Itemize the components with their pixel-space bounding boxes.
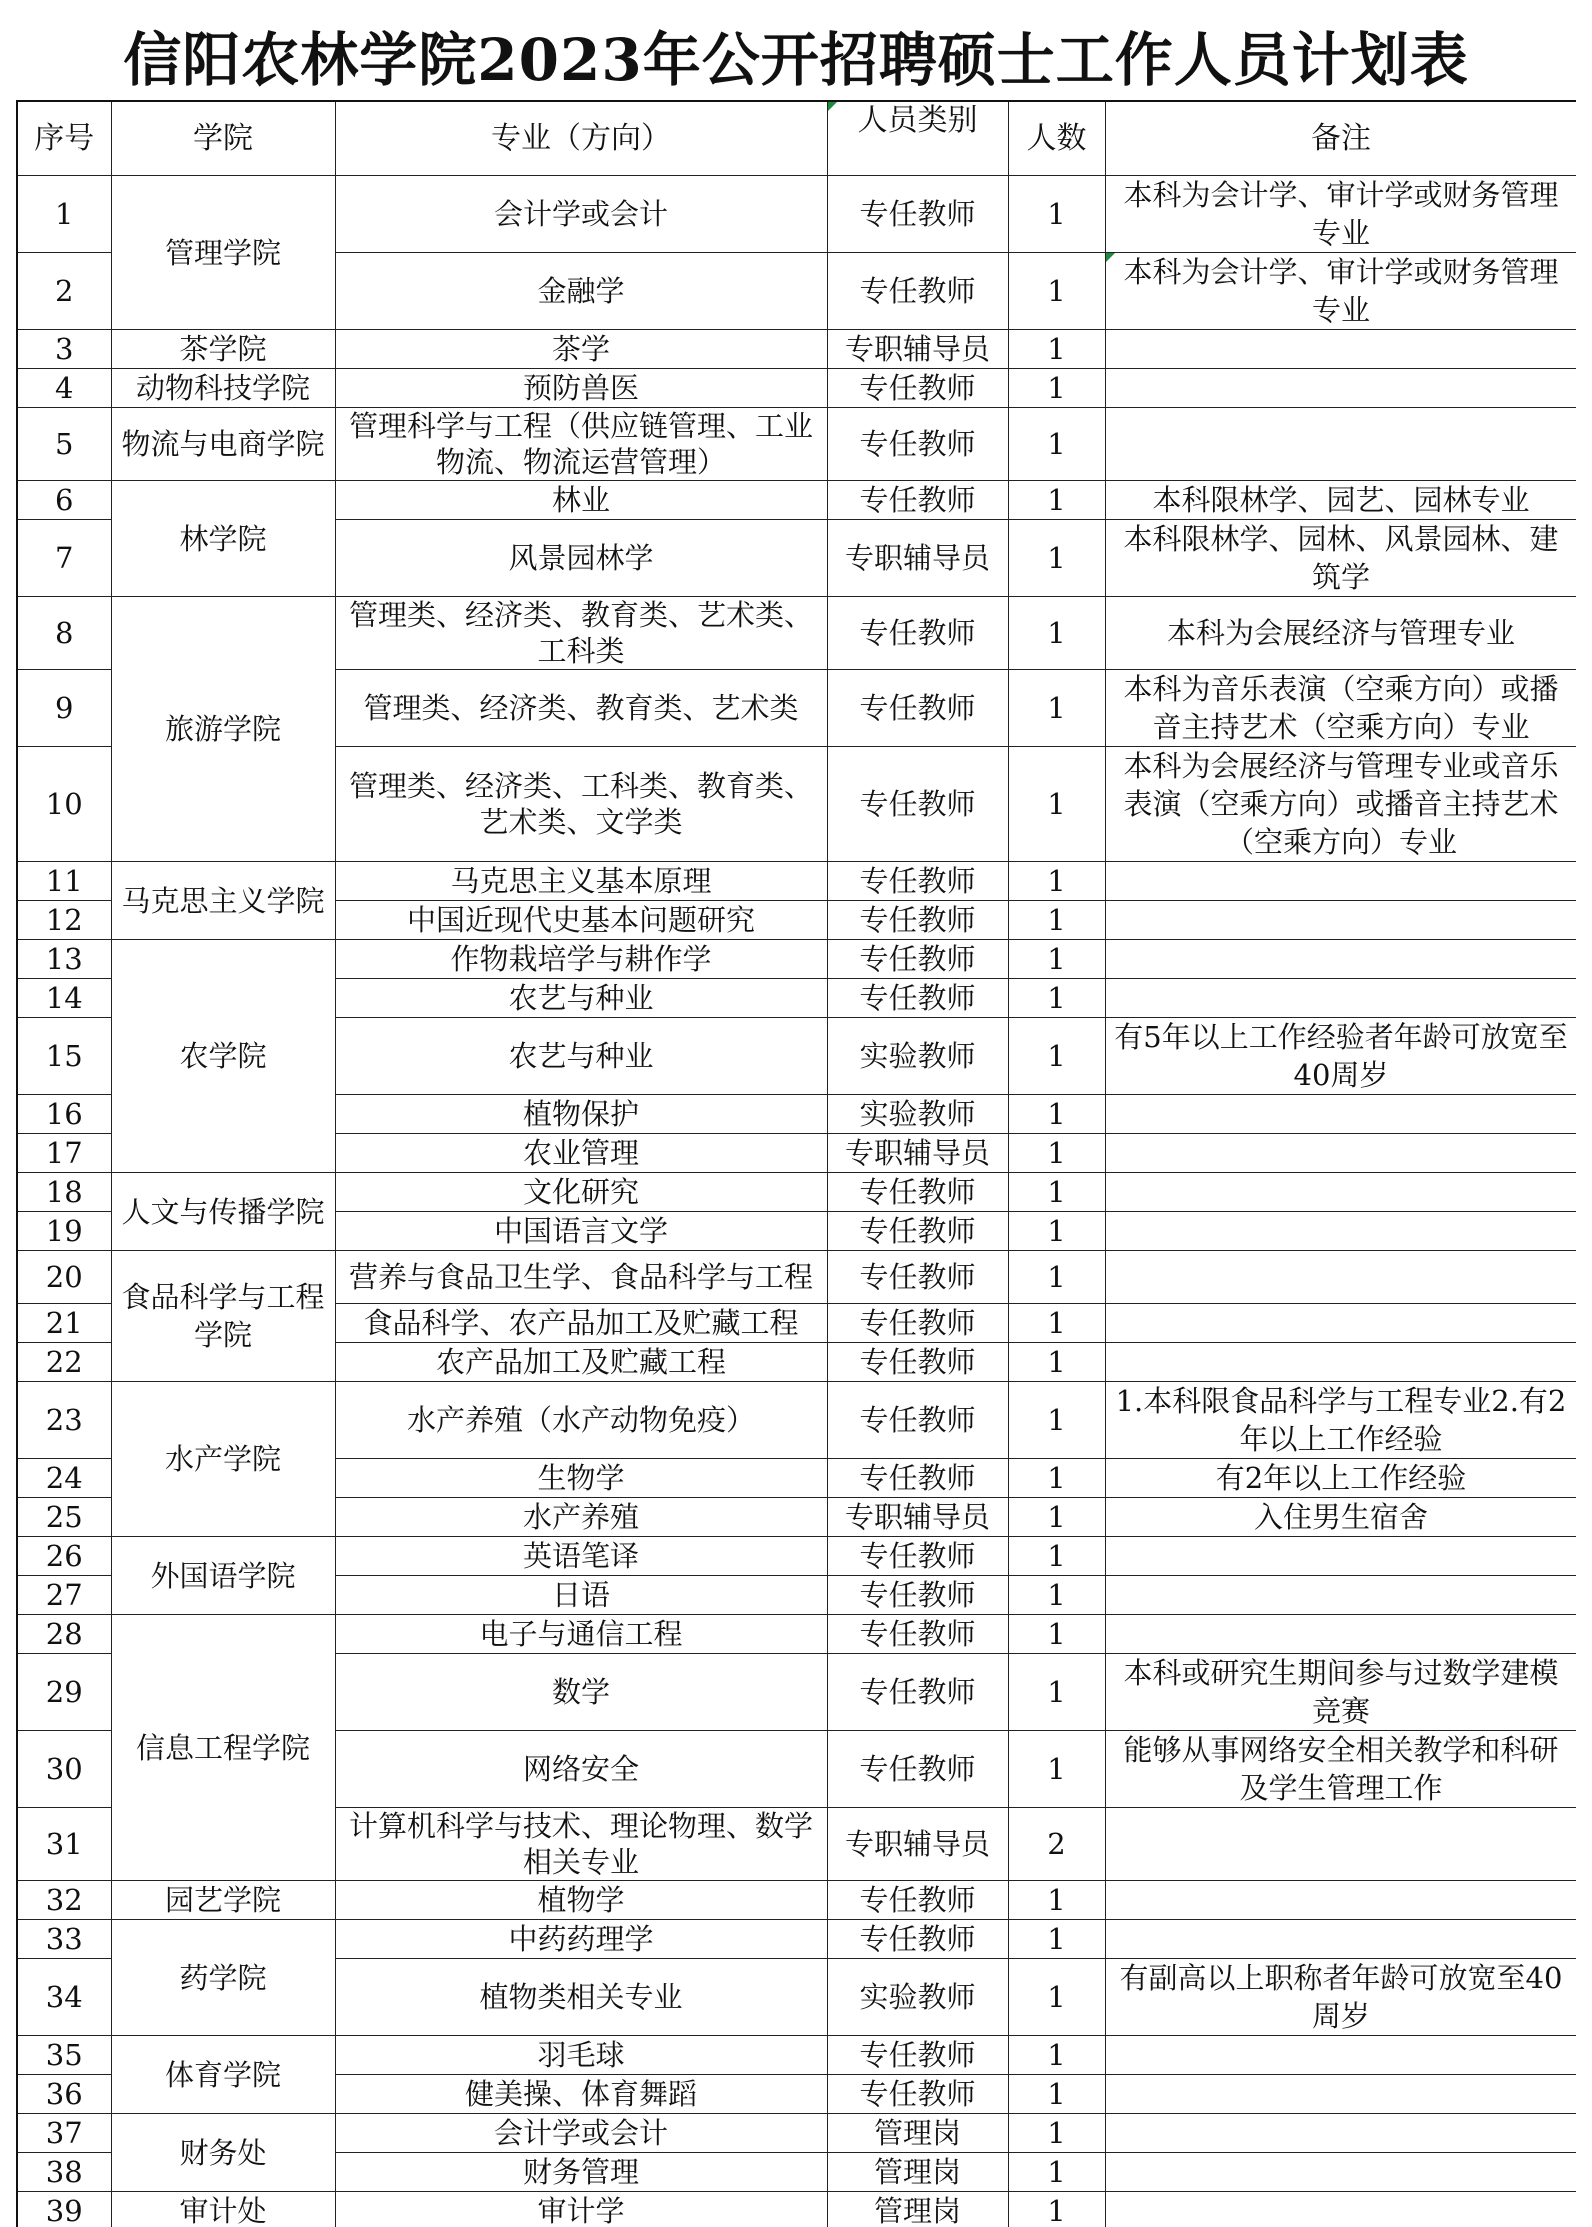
cell-major: 日语: [335, 1576, 827, 1615]
cell-note: [1105, 1134, 1576, 1173]
cell-category: 专任教师: [827, 2036, 1008, 2075]
cell-seq: 5: [17, 408, 111, 481]
cell-college: 财务处: [111, 2114, 335, 2192]
cell-major: 植物保护: [335, 1095, 827, 1134]
cell-category: 专任教师: [827, 597, 1008, 670]
cell-seq: 24: [17, 1459, 111, 1498]
cell-major: 会计学或会计: [335, 176, 827, 253]
cell-category: 专职辅导员: [827, 520, 1008, 597]
cell-college: 物流与电商学院: [111, 408, 335, 481]
page-title: 信阳农林学院2023年公开招聘硕士工作人员计划表: [123, 26, 1469, 94]
table-row: [17, 1251, 1576, 1304]
cell-note: 本科为会展经济与管理专业: [1105, 597, 1576, 670]
cell-note: 1.本科限食品科学与工程专业2.有2年以上工作经验: [1105, 1382, 1576, 1459]
cell-note: 能够从事网络安全相关教学和科研及学生管理工作: [1105, 1731, 1576, 1808]
cell-note: [1105, 1881, 1576, 1920]
cell-college: 水产学院: [111, 1382, 335, 1537]
cell-major: 风景园林学: [335, 520, 827, 597]
cell-count: 1: [1008, 1134, 1105, 1173]
cell-count: 1: [1008, 481, 1105, 520]
cell-category: 专任教师: [827, 481, 1008, 520]
cell-major: 网络安全: [335, 1731, 827, 1808]
cell-count: 1: [1008, 408, 1105, 481]
header-major: 专业（方向）: [335, 101, 827, 176]
cell-count: 1: [1008, 1095, 1105, 1134]
cell-count: 1: [1008, 2036, 1105, 2075]
cell-note: [1105, 2114, 1576, 2153]
cell-category: 专任教师: [827, 408, 1008, 481]
cell-major: 作物栽培学与耕作学: [335, 940, 827, 979]
cell-note: [1105, 2036, 1576, 2075]
cell-count: 1: [1008, 1173, 1105, 1212]
cell-category: 专任教师: [827, 1537, 1008, 1576]
table-row: [17, 2114, 1576, 2153]
cell-major: 金融学: [335, 253, 827, 330]
cell-note: [1105, 1173, 1576, 1212]
cell-seq: 37: [17, 2114, 111, 2153]
cell-count: 1: [1008, 2153, 1105, 2192]
table-row: [17, 1537, 1576, 1576]
cell-count: 1: [1008, 1654, 1105, 1731]
cell-category: 管理岗: [827, 2192, 1008, 2227]
table-row: [17, 1615, 1576, 1654]
table-header: [17, 101, 1576, 176]
table-row: [17, 1382, 1576, 1459]
cell-note: 有5年以上工作经验者年龄可放宽至40周岁: [1105, 1018, 1576, 1095]
cell-category: 专任教师: [827, 1459, 1008, 1498]
cell-note: [1105, 369, 1576, 408]
cell-note: [1105, 940, 1576, 979]
cell-note: [1105, 1304, 1576, 1343]
cell-major: 电子与通信工程: [335, 1615, 827, 1654]
cell-major: 英语笔译: [335, 1537, 827, 1576]
cell-note: 本科或研究生期间参与过数学建模竞赛: [1105, 1654, 1576, 1731]
header-college: 学院: [111, 101, 335, 176]
cell-count: 1: [1008, 597, 1105, 670]
cell-category: 专职辅导员: [827, 330, 1008, 369]
cell-major: 文化研究: [335, 1173, 827, 1212]
cell-count: 1: [1008, 1498, 1105, 1537]
table-row: [17, 597, 1576, 670]
header-seq: 序号: [17, 101, 111, 176]
table-row: [17, 1173, 1576, 1212]
cell-count: 1: [1008, 862, 1105, 901]
cell-count: 1: [1008, 176, 1105, 253]
cell-note: [1105, 1808, 1576, 1881]
cell-major: 植物学: [335, 1881, 827, 1920]
cell-note: [1105, 1615, 1576, 1654]
cell-count: 1: [1008, 330, 1105, 369]
header-note: 备注: [1105, 101, 1576, 176]
cell-note: 有副高以上职称者年龄可放宽至40周岁: [1105, 1959, 1576, 2036]
cell-category: 专任教师: [827, 176, 1008, 253]
cell-major: 林业: [335, 481, 827, 520]
cell-seq: 30: [17, 1731, 111, 1808]
cell-category: 专任教师: [827, 670, 1008, 747]
recruitment-plan-table: [16, 100, 1576, 2227]
cell-category: 专任教师: [827, 2075, 1008, 2114]
cell-category: 专任教师: [827, 901, 1008, 940]
cell-count: 1: [1008, 2192, 1105, 2227]
cell-count: 1: [1008, 369, 1105, 408]
cell-seq: 17: [17, 1134, 111, 1173]
cell-college: 外国语学院: [111, 1537, 335, 1615]
cell-note: [1105, 979, 1576, 1018]
cell-count: 1: [1008, 1537, 1105, 1576]
cell-category: 专任教师: [827, 253, 1008, 330]
cell-major: 管理类、经济类、工科类、教育类、艺术类、文学类: [335, 747, 827, 862]
cell-category: 专任教师: [827, 862, 1008, 901]
cell-seq: 22: [17, 1343, 111, 1382]
cell-note: [1105, 330, 1576, 369]
recruitment-plan-table-container: [16, 100, 1576, 2227]
cell-count: 1: [1008, 747, 1105, 862]
table-row: [17, 481, 1576, 520]
cell-major: 中国语言文学: [335, 1212, 827, 1251]
cell-category: 实验教师: [827, 1095, 1008, 1134]
header-row: [17, 101, 1576, 176]
cell-category: 专任教师: [827, 369, 1008, 408]
cell-major: 水产养殖（水产动物免疫）: [335, 1382, 827, 1459]
cell-major: 数学: [335, 1654, 827, 1731]
cell-category: 专任教师: [827, 1251, 1008, 1304]
cell-seq: 28: [17, 1615, 111, 1654]
cell-count: 2: [1008, 1808, 1105, 1881]
cell-seq: 7: [17, 520, 111, 597]
cell-note: 本科限林学、园艺、园林专业: [1105, 481, 1576, 520]
cell-seq: 6: [17, 481, 111, 520]
cell-category: 专任教师: [827, 1304, 1008, 1343]
cell-major: 健美操、体育舞蹈: [335, 2075, 827, 2114]
cell-seq: 19: [17, 1212, 111, 1251]
cell-category: 专任教师: [827, 1382, 1008, 1459]
cell-category: 管理岗: [827, 2114, 1008, 2153]
cell-category: 专任教师: [827, 1920, 1008, 1959]
cell-major: 农产品加工及贮藏工程: [335, 1343, 827, 1382]
cell-seq: 33: [17, 1920, 111, 1959]
table-row: [17, 330, 1576, 369]
cell-seq: 8: [17, 597, 111, 670]
cell-major: 会计学或会计: [335, 2114, 827, 2153]
cell-seq: 26: [17, 1537, 111, 1576]
cell-note: [1105, 1537, 1576, 1576]
cell-category: 专任教师: [827, 1731, 1008, 1808]
table-row: [17, 940, 1576, 979]
cell-category: 专任教师: [827, 940, 1008, 979]
cell-note: [1105, 1343, 1576, 1382]
cell-count: 1: [1008, 1615, 1105, 1654]
cell-note: [1105, 2075, 1576, 2114]
cell-category: 专任教师: [827, 1881, 1008, 1920]
cell-count: 1: [1008, 1920, 1105, 1959]
cell-category: 专任教师: [827, 1654, 1008, 1731]
cell-count: 1: [1008, 901, 1105, 940]
table-row: [17, 862, 1576, 901]
cell-college: 体育学院: [111, 2036, 335, 2114]
cell-category: 专职辅导员: [827, 1134, 1008, 1173]
cell-category: 专任教师: [827, 1173, 1008, 1212]
cell-note: [1105, 862, 1576, 901]
header-count: 人数: [1008, 101, 1105, 176]
cell-major: 食品科学、农产品加工及贮藏工程: [335, 1304, 827, 1343]
cell-seq: 36: [17, 2075, 111, 2114]
cell-seq: 15: [17, 1018, 111, 1095]
cell-college: 农学院: [111, 940, 335, 1173]
cell-category: 专任教师: [827, 1576, 1008, 1615]
cell-category: 专任教师: [827, 1212, 1008, 1251]
cell-category: 专任教师: [827, 1343, 1008, 1382]
cell-seq: 34: [17, 1959, 111, 2036]
cell-major: 中国近现代史基本问题研究: [335, 901, 827, 940]
cell-seq: 14: [17, 979, 111, 1018]
table-row: [17, 2036, 1576, 2075]
cell-major: 农业管理: [335, 1134, 827, 1173]
cell-category: 专任教师: [827, 1615, 1008, 1654]
cell-count: 1: [1008, 1731, 1105, 1808]
cell-count: 1: [1008, 253, 1105, 330]
cell-count: 1: [1008, 1212, 1105, 1251]
cell-count: 1: [1008, 1251, 1105, 1304]
cell-seq: 11: [17, 862, 111, 901]
cell-count: 1: [1008, 979, 1105, 1018]
cell-category: 管理岗: [827, 2153, 1008, 2192]
cell-category: 实验教师: [827, 1959, 1008, 2036]
cell-college: 药学院: [111, 1920, 335, 2036]
cell-college: 马克思主义学院: [111, 862, 335, 940]
cell-college: 茶学院: [111, 330, 335, 369]
cell-note: [1105, 2192, 1576, 2227]
table-body: [17, 176, 1576, 2227]
cell-category: 专职辅导员: [827, 1498, 1008, 1537]
cell-seq: 18: [17, 1173, 111, 1212]
cell-major: 预防兽医: [335, 369, 827, 408]
cell-count: 1: [1008, 1018, 1105, 1095]
cell-note: [1105, 1920, 1576, 1959]
cell-count: 1: [1008, 670, 1105, 747]
cell-college: 食品科学与工程学院: [111, 1251, 335, 1382]
cell-note: 有2年以上工作经验: [1105, 1459, 1576, 1498]
cell-seq: 29: [17, 1654, 111, 1731]
cell-major: 农艺与种业: [335, 1018, 827, 1095]
cell-seq: 10: [17, 747, 111, 862]
cell-seq: 12: [17, 901, 111, 940]
table-row: [17, 1920, 1576, 1959]
cell-college: 林学院: [111, 481, 335, 597]
cell-note: [1105, 1095, 1576, 1134]
cell-major: 中药药理学: [335, 1920, 827, 1959]
cell-seq: 27: [17, 1576, 111, 1615]
cell-note: [1105, 2153, 1576, 2192]
cell-college: 审计处: [111, 2192, 335, 2227]
cell-major: 羽毛球: [335, 2036, 827, 2075]
cell-note: [1105, 901, 1576, 940]
cell-count: 1: [1008, 2114, 1105, 2153]
cell-college: 管理学院: [111, 176, 335, 330]
cell-major: 生物学: [335, 1459, 827, 1498]
cell-count: 1: [1008, 1959, 1105, 2036]
cell-category: 专任教师: [827, 979, 1008, 1018]
cell-college: 信息工程学院: [111, 1615, 335, 1881]
cell-major: 植物类相关专业: [335, 1959, 827, 2036]
cell-note: 入住男生宿舍: [1105, 1498, 1576, 1537]
cell-seq: 31: [17, 1808, 111, 1881]
cell-note: [1105, 408, 1576, 481]
cell-major: 营养与食品卫生学、食品科学与工程: [335, 1251, 827, 1304]
cell-note: [1105, 1212, 1576, 1251]
cell-seq: 3: [17, 330, 111, 369]
cell-count: 1: [1008, 1304, 1105, 1343]
cell-count: 1: [1008, 1343, 1105, 1382]
cell-note: 本科为会计学、审计学或财务管理专业: [1105, 253, 1576, 330]
cell-count: 1: [1008, 520, 1105, 597]
cell-seq: 4: [17, 369, 111, 408]
cell-major: 农艺与种业: [335, 979, 827, 1018]
cell-seq: 35: [17, 2036, 111, 2075]
cell-college: 人文与传播学院: [111, 1173, 335, 1251]
cell-college: 旅游学院: [111, 597, 335, 862]
cell-seq: 21: [17, 1304, 111, 1343]
cell-major: 茶学: [335, 330, 827, 369]
cell-category: 专任教师: [827, 747, 1008, 862]
cell-major: 管理类、经济类、教育类、艺术类、工科类: [335, 597, 827, 670]
cell-seq: 1: [17, 176, 111, 253]
table-row: [17, 408, 1576, 481]
cell-seq: 25: [17, 1498, 111, 1537]
cell-major: 审计学: [335, 2192, 827, 2227]
cell-college: 园艺学院: [111, 1881, 335, 1920]
cell-seq: 16: [17, 1095, 111, 1134]
cell-major: 计算机科学与技术、理论物理、数学相关专业: [335, 1808, 827, 1881]
cell-seq: 39: [17, 2192, 111, 2227]
cell-note: 本科为会计学、审计学或财务管理专业: [1105, 176, 1576, 253]
cell-seq: 32: [17, 1881, 111, 1920]
cell-seq: 23: [17, 1382, 111, 1459]
cell-seq: 9: [17, 670, 111, 747]
cell-category: 实验教师: [827, 1018, 1008, 1095]
cell-note: 本科限林学、园林、风景园林、建筑学: [1105, 520, 1576, 597]
cell-count: 1: [1008, 1459, 1105, 1498]
cell-count: 1: [1008, 1881, 1105, 1920]
cell-note: 本科为会展经济与管理专业或音乐表演（空乘方向）或播音主持艺术（空乘方向）专业: [1105, 747, 1576, 862]
table-row: [17, 1881, 1576, 1920]
cell-major: 财务管理: [335, 2153, 827, 2192]
cell-count: 1: [1008, 2075, 1105, 2114]
table-row: [17, 369, 1576, 408]
cell-category: 专职辅导员: [827, 1808, 1008, 1881]
cell-seq: 13: [17, 940, 111, 979]
cell-seq: 38: [17, 2153, 111, 2192]
cell-major: 管理科学与工程（供应链管理、工业物流、物流运营管理）: [335, 408, 827, 481]
cell-college: 动物科技学院: [111, 369, 335, 408]
cell-count: 1: [1008, 1382, 1105, 1459]
table-row: [17, 2192, 1576, 2227]
cell-major: 水产养殖: [335, 1498, 827, 1537]
cell-major: 管理类、经济类、教育类、艺术类: [335, 670, 827, 747]
cell-note: 本科为音乐表演（空乘方向）或播音主持艺术（空乘方向）专业: [1105, 670, 1576, 747]
cell-seq: 2: [17, 253, 111, 330]
cell-major: 马克思主义基本原理: [335, 862, 827, 901]
cell-count: 1: [1008, 940, 1105, 979]
cell-seq: 20: [17, 1251, 111, 1304]
cell-note: [1105, 1251, 1576, 1304]
table-row: [17, 176, 1576, 253]
header-category: 人员类别: [827, 101, 1008, 176]
cell-note: [1105, 1576, 1576, 1615]
cell-count: 1: [1008, 1576, 1105, 1615]
